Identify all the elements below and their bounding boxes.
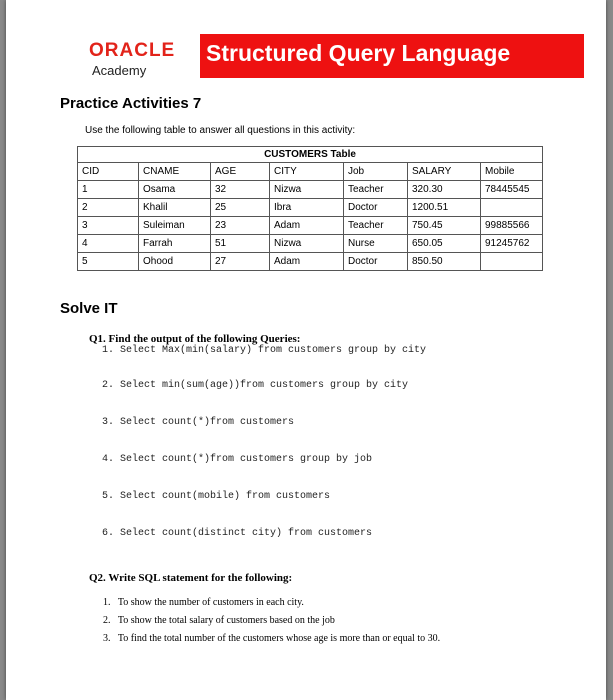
table-cell: 51 <box>211 235 270 253</box>
query-item: 3. Select count(*)from customers <box>102 417 295 428</box>
table-cell: Farrah <box>139 235 211 253</box>
column-header: SALARY <box>408 163 481 181</box>
table-row <box>78 253 543 271</box>
column-header: CID <box>78 163 139 181</box>
table-cell: Khalil <box>139 199 211 217</box>
table-cell: 27 <box>211 253 270 271</box>
academy-label: Academy <box>92 63 147 78</box>
column-header: CNAME <box>139 163 211 181</box>
document-page <box>6 0 606 700</box>
table-cell: 320.30 <box>408 181 481 199</box>
table-cell <box>481 253 543 271</box>
table-cell: 4 <box>78 235 139 253</box>
table-cell: 25 <box>211 199 270 217</box>
table-cell: 750.45 <box>408 217 481 235</box>
table-cell: 32 <box>211 181 270 199</box>
table-cell: 1 <box>78 181 139 199</box>
table-cell: Nizwa <box>270 181 344 199</box>
instruction-text: Use the following table to answer all questions in this activity: <box>85 125 356 136</box>
customers-table <box>77 146 543 271</box>
table-row <box>78 199 543 217</box>
task-item: 1. To show the number of customers in each city. <box>103 597 304 608</box>
table-cell: 23 <box>211 217 270 235</box>
table-cell: 3 <box>78 217 139 235</box>
task-item: 2. To show the total salary of customers based on the job <box>103 615 335 626</box>
table-cell: Nizwa <box>270 235 344 253</box>
section-title: Practice Activities 7 <box>60 95 202 112</box>
banner-title: Structured Query Language <box>206 40 511 66</box>
oracle-logo: ORACLE <box>89 40 176 61</box>
table-cell: Ibra <box>270 199 344 217</box>
table-cell: Nurse <box>344 235 408 253</box>
table-row <box>78 217 543 235</box>
table-cell: Teacher <box>344 217 408 235</box>
table-cell: Teacher <box>344 181 408 199</box>
table-cell: 1200.51 <box>408 199 481 217</box>
title-banner <box>200 34 584 78</box>
table-cell: Adam <box>270 253 344 271</box>
task-item: 3. To find the total number of the customers whose age is more than or equal to 30. <box>103 633 441 644</box>
table-cell: 78445545 <box>481 181 543 199</box>
table-cell: Doctor <box>344 199 408 217</box>
table-cell: Doctor <box>344 253 408 271</box>
column-header: AGE <box>211 163 270 181</box>
table-cell: Osama <box>139 181 211 199</box>
table-cell: Ohood <box>139 253 211 271</box>
column-header: CITY <box>270 163 344 181</box>
solve-title: Solve IT <box>60 300 118 317</box>
table-cell: 99885566 <box>481 217 543 235</box>
table-cell: 650.05 <box>408 235 481 253</box>
table-cell: 5 <box>78 253 139 271</box>
q1-heading: Q1. Find the output of the following Queries: <box>89 333 301 345</box>
table-cell: 91245762 <box>481 235 543 253</box>
table-row <box>78 181 543 199</box>
table-cell: 850.50 <box>408 253 481 271</box>
table-cell: 2 <box>78 199 139 217</box>
column-header: Mobile <box>481 163 543 181</box>
table-cell: Suleiman <box>139 217 211 235</box>
query-item: 4. Select count(*)from customers group by job <box>102 454 373 465</box>
table-header-row <box>78 163 543 181</box>
query-item: 2. Select min(sum(age))from customers group by city <box>102 380 409 391</box>
table-row <box>78 235 543 253</box>
query-item: 1. Select Max(min(salary) from customers group by city <box>102 345 427 356</box>
query-item: 5. Select count(mobile) from customers <box>102 491 331 502</box>
table-title: CUSTOMERS Table <box>78 147 543 163</box>
table-cell <box>481 199 543 217</box>
query-item: 6. Select count(distinct city) from customers <box>102 528 373 539</box>
table-cell: Adam <box>270 217 344 235</box>
column-header: Job <box>344 163 408 181</box>
q2-heading: Q2. Write SQL statement for the following: <box>89 572 293 584</box>
